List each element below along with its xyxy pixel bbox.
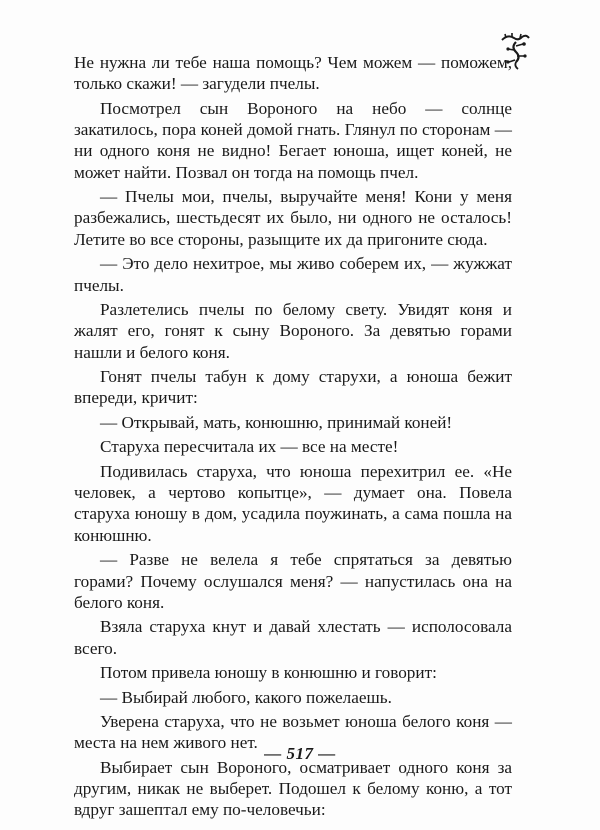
paragraph: Потом привела юношу в конюшню и говорит: — [100, 663, 437, 683]
paragraph: — Выбирай любого, какого пожелаешь. — [100, 687, 392, 707]
story-text — [74, 52, 512, 824]
paragraph: — Это дело нехитрое, мы живо соберем их, — жужжат пчелы. — [74, 254, 512, 295]
paragraph: — Пчелы мои, пчелы, выручайте меня! Кони у меня разбежались, шестьдесят их было, ни одного не осталось! Летите во все стороны, разыщите их да пригоните сюда. — [74, 187, 512, 249]
paragraph: Старуха пересчитала их — все на месте! — [100, 437, 399, 457]
paragraph: Не нужна ли тебе наша помощь? Чем можем — поможем, только скажи! — загудели пчелы. — [74, 53, 512, 94]
paragraph: Выбирает сын Вороного, осматривает одного коня за другим, никак не выберет. Подошел к белому коню, а тот вдруг зашептал ему по-человечьи: — [74, 757, 512, 820]
paragraph: Посмотрел сын Вороного на небо — солнце закатилось, пора коней домой гнать. Глянул по сторонам — ни одного коня не видно! Бегает юноша, ищет коней, не может найти. Позвал он тогда на помощь пчел. — [74, 98, 512, 182]
paragraph: — Открывай, мать, конюшню, принимай коней! — [100, 412, 453, 432]
paragraph: Подивилась старуха, что юноша перехитрил ее. «Не человек, а чертово копытце», — думает она. Повела старуха юношу в дом, усадила поужинать, а сама пошла на конюшню. — [74, 461, 512, 545]
paragraph: Разлетелись пчелы по белому свету. Увидят коня и жалят его, гонят к сыну Вороного. За девятью горами нашли и белого коня. — [74, 300, 512, 362]
paragraph: Взяла старуха кнут и давай хлестать — исполосовала всего. — [74, 617, 512, 658]
page-number: — 517 — — [264, 744, 336, 763]
paragraph: Уверена старуха, что не возьмет юноша белого коня — места на нем живого нет. — [74, 712, 512, 753]
paragraph: Гонят пчелы табун к дому старухи, а юноша бежит впереди, кричит: — [74, 367, 512, 408]
paragraph: — Разве не велела я тебе спрятаться за девятью горами? Почему ослушался меня? — напустилась она на белого коня. — [74, 550, 512, 612]
